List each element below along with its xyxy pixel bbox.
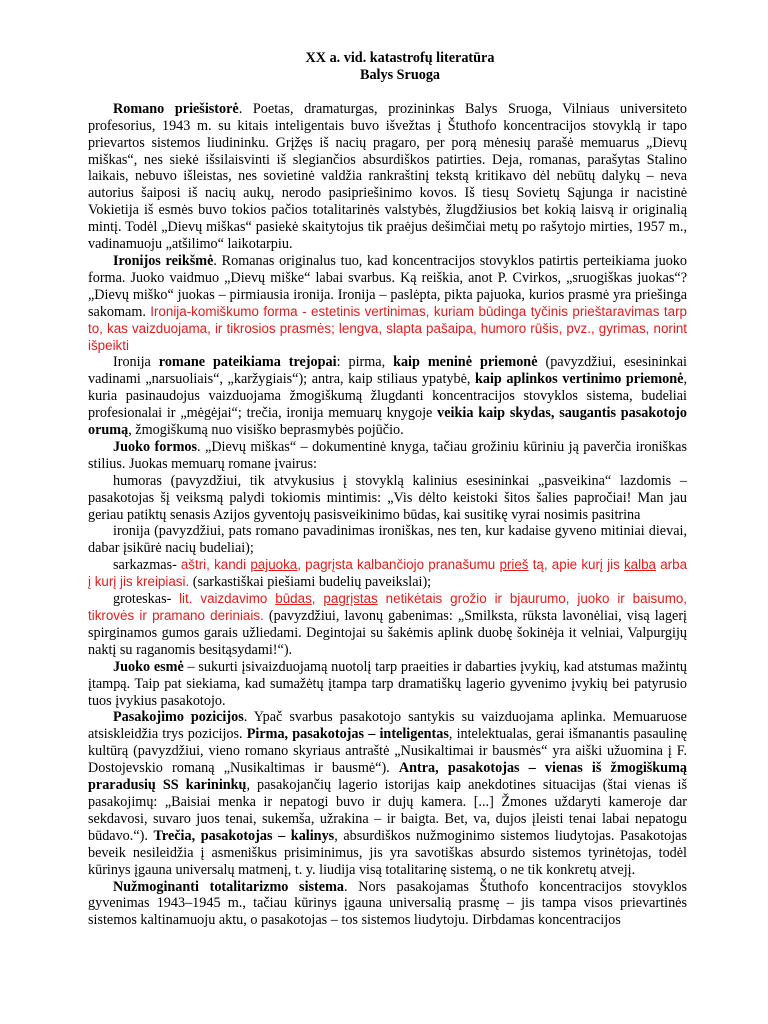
paragraph-irony-meaning: Ironijos reikšmė. Romanas originalus tuo, kad koncentracijos stovyklos patirtis perteikiama juoko forma. Juoko vaidmuo „Dievų miške“ labai svarbus. Ką reiškia, anot P. Cvirkos, „sruogiškas juokas“? „Dievų miško“ juokas – pirmiausia ironija. Ironija – paslėpta, pikta pajuoka, kurios prasmė yra priešinga sakomam. Ironija-komiškumo forma - estetinis vertinimas, kuriam būdinga tyčinis prieštaravimas tarp to, kas vaizduojama, ir tikrosios prasmės; lengva, slapta pašaipa, humoro rūšis, pvz., gyrimas, norint išpeikti xyxy=(88,252,688,353)
list-item-irony: ironija (pavyzdžiui, pats romano pavadinimas ironiškas, nes ten, kur kadaise gyveno mitiniai dievai, dabar įsikūrė nacių budeliai); xyxy=(88,523,687,557)
sarcasm-definition: aštri, kandi pajuoka, pagrįsta kalbančiojo pranašumu prieš tą, apie kurį jis kalba arba į kurį jis kreipiasi. xyxy=(88,557,688,590)
document-title: XX a. vid. katastrofų literatūra xyxy=(305,50,495,66)
heading-irony-meaning: Ironijos reikšmė xyxy=(113,252,214,269)
paragraph-prehistory: Romano priešistorė. Poetas, dramaturgas, prozininkas Balys Sruoga, Vilniaus universiteto profesorius, 1943 m. su kitais inteligentais buvo išvežtas į Štuthofo koncentracijos stovyklą ir tapo prievartos sistemos liudininku. Grįžęs iš nacių pragaro, per porą mėnesių parašė memuarus „Dievų miškas“, nes siekė išsilaisvinti iš slegiančios absurdiškos patirties. Deja, romanas, parašytas Stalino laikais, nebuvo išleistas, nes sovietinė valdžia rankraštinį tekstą kritikavo dėl nebūtų dalykų – neva autorius šaiposi iš nacių aukų, nerodo pasipriešinimo kovos. Iš tiesų Sovietų Sąjunga ir nacistinė Vokietija iš esmės buvo tokios pačios totalitarinės valstybės, žlugdžiusios bet kokią laisvą ir originalią mintį. Todėl „Dievų miškas“ pasiekė skaitytojus tik praėjus dešimčiai metų po rašytojo mirties, 1957 m., vadinamuoju „atšilimo“ laikotarpiu. xyxy=(88,100,688,253)
document-page xyxy=(88,50,687,929)
paragraph-laughter-forms: Juoko formos. „Dievų miškas“ – dokumentinė knyga, tačiau grožiniu kūriniu ją paverčia ironiškas stilius. Juokas memuarų romane įvairus: xyxy=(88,438,687,472)
paragraph-laughter-essence: Juoko esmė – sukurti įsivaizduojamą nuotolį tarp praeities ir dabarties įvykių, kad atstumas mažintų įtampą. Taip pat siekiama, kad sumažėtų įtampa tarp dramatiškų lagerio gyvenimo įvykių bei patyrusio tuos įvykius pasakotojo. xyxy=(88,658,687,709)
paragraph-irony-threefold: Ironija romane pateikiama trejopai: pirma, kaip meninė priemonė (pavyzdžiui, esesininkai vadinami „narsuoliais“, „karžygiais“); antra, kaip stiliaus ypatybė, kaip aplinkos vertinimo priemonė, kuria pasinaudojus vaizduojama žmogiškumą žlugdanti koncentracijos stovyklos sistema, budeliai profesionalai ir „mėgėjai“; trečia, ironija memuarų knygoje veikia kaip skydas, saugantis pasakotojo orumą, žmogiškumą nuo visiško beprasmybės pojūčio. xyxy=(88,354,687,439)
grotesque-definition: lit. vaizdavimo būdas, pagrįstas netikėtais grožio ir bjaurumo, juoko ir baisumo, tikrovės ir pramano deriniais. xyxy=(88,591,688,623)
paragraph-totalitarian-system: Nužmoginanti totalitarizmo sistema. Nors pasakojamas Štuthofo koncentracijos stovyklos gyvenimas 1943–1945 m., tačiau kūrinys įgauna universalią prasmę – jis tampa visos prievartinės sistemos kaltinamuoju aktu, o pasakotojas – tos sistemos liudytoju. Dirbdamas koncentracijos xyxy=(88,878,687,929)
heading-prehistory: Romano priešistorė xyxy=(113,100,239,117)
heading-laughter-essence: Juoko esmė xyxy=(113,658,184,675)
heading-narrative-positions: Pasakojimo pozicijos xyxy=(113,709,244,726)
list-item-humor: humoras (pavyzdžiui, tik atvykusius į stovyklą kalinius esesininkai „pasveikina“ lazdomis – pasakotojas šį veiksmą palydi tokiomis mintimis: „Vis dėlto keistoki šitos šalies papročiai! Man jau geriau patiktų senasis Azijos gyventojų pasisveikinimo būdas, kai susitikę vyrai nosimis pasitrina xyxy=(88,472,687,523)
paragraph-narrative-positions: Pasakojimo pozicijos. Ypač svarbus pasakotojo santykis su vaizduojama aplinka. Memuaruose atsiskleidžia trys pozicijos. Pirma, pasakotojas – inteligentas, intelektualas, gerai išmanantis pasaulinę kultūrą (pavyzdžiui, vieno romano skyriaus antraštė „Nusikaltimai ir bausmės“ yra aiški užuomina į F. Dostojevskio romaną „Nusikaltimas ir bausmė“). Antra, pasakotojas – vienas iš žmogiškumą praradusių SS karininkų, pasakojančių lagerio istorijas kaip anekdotines situacijas (štai vienas iš pasakojimų: „Baisiai menka ir nepatogi buvo ir dujų kamera. [...] Žmones uždaryti kameroje dar sekdavosi, suvaro juos tenai, sukemša, užrakina – ir baigta. Bet, va, dujos įleisti tenai labai nepatogu būdavo.“). Trečia, pasakotojas – kalinys, absurdiškos nužmoginimo sistemos liudytojas. Pasakotojas beveik nesileidžia į asmeniškus prisiminimus, jis yra savotiškas absurdo sistemos tyrinėtojas, todėl kūrinys įgauna universalų matmenį, t. y. liudija visą totalitarinę sistemą, o ne tik konkretų atvejį. xyxy=(88,709,687,878)
heading-totalitarian-system: Nužmoginanti totalitarizmo sistema xyxy=(113,878,344,895)
heading-laughter-forms: Juoko formos xyxy=(113,438,198,455)
irony-definition: Ironija-komiškumo forma - estetinis vertinimas, kuriam būdinga tyčinis prieštaravimas tarp to, kas vaizduojama, ir tikrosios prasmės; lengva, slapta pašaipa, humoro rūšis, pvz., gyrimas, norint išpeikti xyxy=(88,303,688,353)
list-item-grotesque: groteskas- lit. vaizdavimo būdas, pagrįstas netikėtais grožio ir bjaurumo, juoko ir baisumo, tikrovės ir pramano deriniais. (pavyzdžiui, lavonų gabenimas: „Smilksta, rūksta lavonėliai, visą lagerį spirginamos gumos garais užliedami. Degintojai su šakėmis aplink duobę šokinėja it velniai, Valpurgijų naktį su raganomis besitąsydami!“). xyxy=(88,591,688,658)
list-item-sarcasm: sarkazmas- aštri, kandi pajuoka, pagrįsta kalbančiojo pranašumu prieš tą, apie kurį jis kalba arba į kurį jis kreipiasi. (sarkastiškai piešiami budelių paveikslai); xyxy=(88,557,688,591)
document-subtitle: Balys Sruoga xyxy=(359,66,441,83)
